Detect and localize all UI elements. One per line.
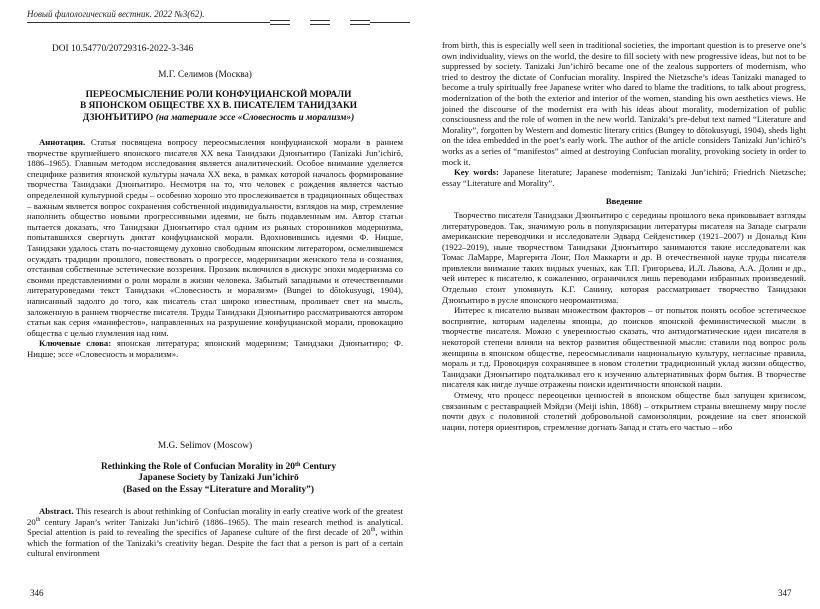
keywords-en bbox=[442, 167, 806, 188]
title-ru-last: ДЗЮНЪИТИРО bbox=[82, 112, 154, 123]
title-ru bbox=[27, 90, 410, 124]
section-heading: Введение bbox=[605, 196, 643, 207]
title-en-line-3: (Based on the Essay “Literature and Morality”) bbox=[123, 484, 314, 495]
abstract-en: Abstract. This research is about rethinking of Confucian morality in early creative work of the greatest 20th century Japan’s writer Tanizaki Jun’ichirō (1886–1965). The main research method is analytical. Special attention is paid to revealing the specifics of Japanese culture of the first decade of 20th, within which the formation of the Tanizaki’s creativity began. Despite the fact that a person is part of a certain cultural environment bbox=[27, 506, 404, 559]
body-paragraph-1: Творчество писателя Танидзаки Дзюнъитиро с середины прошлого века приковывает взгляды литературоведов. Так, значимую роль в популяризации литературы писателя на Западе сыграли американские переводчики и исследователи Эдвард Сейденстикер (1921–2007) и Дональд Кин (1922–2019), ныне творчеством Танидзаки Дзюнъитиро занимаются такие исследователи как Томас ЛаМарре, Маргерита Лонг, Пол Маккарти и др. В отечественной науке труды писателя привлекли внимание таких видных ученых, как Т.П. Григорьева, И.Л. Львова, А.А. Долин и др., чей интерес к писателю, к сожалению, ограничился лишь переводами избранных произведений. Отдельно стоит упомянуть К.Г. Санину, которая рассматривает творчество Танидзаки Дзюнъитиро в русле японского неоромантизма. bbox=[442, 209, 806, 305]
abstract-en-label: Abstract. bbox=[39, 506, 74, 516]
keywords-en-label: Key words: bbox=[454, 167, 499, 178]
abstract-ru bbox=[27, 137, 403, 338]
right-page bbox=[410, 0, 820, 609]
abstract-ru-label: Аннотация. bbox=[39, 137, 86, 147]
body-paragraph-3: Отмечу, что процесс переоценки ценностей в японском обществе был запущен кризисом, связанным с реставрацией Мэйдзи (Meiji ishin, 1868) – открытием страны внешнему миру после почти двух с половиной столетий добровольной самоизоляции, рождение на свет японской нации, потеря ориентиров, стремление догнать Запад и стать его частью – ибо bbox=[442, 390, 806, 432]
page-number-left: 346 bbox=[30, 588, 44, 598]
title-en bbox=[27, 462, 410, 496]
header-ornament bbox=[270, 19, 370, 24]
abstract-ru-block bbox=[27, 137, 403, 359]
page-number-right: 347 bbox=[778, 588, 792, 598]
abstract-ru-text: Статья посвящена вопросу переосмысления конфуцианской морали в раннем творчестве крупнейшего японского писателя XX века Танидзаки Дзюнъитиро (Tanizaki Jun’ichirō, 1886–1965). Главным методом исследования является аналитический. Особое внимание уделяется специфике развития японской культуры начала XX века, в рамках которой началось формирование творчества Танидзаки Дзюнъитиро. Несмотря на то, что человек с рождения является частью определенной культурной среды – особенно хорошо это прослеживается в традиционных обществах – важным является вопрос сохранения собственной индивидуальности, взглядов на мир, стремление наполнить общество новыми прогрессивными идеями, не быть подавленным им. Автор статьи пытается доказать, что Танидзаки Дзюнъитиро стал одним из рьяных сторонников модернизма, попытавшихся свергнуть диктат конфуцианской морали. Вдохновившись идеями Ф. Ницше, Танидзаки удалось стать по-настоящему духовно свободным японским литератором, осмелившемся осуждать традиции прошлого, повествовать о прогрессе, модернизации женского тела и сознания, отстаивая собственные эстетические воззрения. Прозаик включился в дискурс эпохи модернизма со своими представлениями о роли морали в жизни человека. Забытый западными и отечественными литературоведами текст Танидзаки «Словесность и морализм» (Bungei to dōtokusyugi, 1904), написанный задолго до того, как писатель стал широко известным, проливает свет на мысль, заложенную в раннем творчестве писателя. Труды Танидзаки Дзюнъитиро рассматриваются автором статьи как серия «манифестов», направленных на разрушение конфуцианской морали, провокацию общества с целью глумления над ним. bbox=[27, 137, 404, 338]
keywords-ru bbox=[27, 338, 403, 359]
body-paragraph-2: Интерес к писателю вызван множеством факторов – от попыток понять особое эстетическое восприятие, которым наделены японцы, до поисков японской феминистической мысли в творчестве писателя. Можно с уверенностью сказать, что антидогматические идеи писателя в некоторой степени влияли на вектор развития общественной мысли: ставили под вопрос роль женщины в японском обществе, переосмысливали национальную культуру, негласные правила, мораль и т.д. Провоцируя сохранявшее в новом столетии традиционный уклад жизни общество, Танидзаки Дзюнъитиро подталкивал его к изучению альтернативных форм бытия. В творчестве писателя как нигде лучше отражены поиски идентичности японской нации. bbox=[442, 305, 806, 390]
right-column bbox=[442, 40, 806, 432]
author-en: M.G. Selimov (Moscow) bbox=[157, 441, 253, 451]
keywords-en-text: Japanese literature; Japanese modernism; Tanizaki Jun’ichirō; Friedrich Nietzsche; essay “Literature and Morality”. bbox=[442, 167, 806, 188]
keywords-ru-text: японская литература; японский модернизм; Танидзаки Дзюнъитиро; Ф. Ницше; эссе «Словесность и морализм». bbox=[27, 338, 404, 359]
author-ru: М.Г. Селимов (Москва) bbox=[158, 70, 252, 80]
title-ru-subtitle: (на материале эссе «Словесность и морализм») bbox=[155, 112, 355, 123]
keywords-ru-label: Ключевые слова: bbox=[39, 338, 112, 349]
title-ru-line-3 bbox=[27, 113, 410, 124]
title-ru-line-2: В ЯПОНСКОМ ОБЩЕСТВЕ XX В. ПИСАТЕЛЕМ ТАНИДЗАКИ bbox=[79, 101, 358, 112]
doi: DOI 10.54770/20729316-2022-3-346 bbox=[52, 44, 194, 54]
journal-header: Новый филологический вестник. 2022 №3(62). bbox=[27, 9, 205, 19]
title-en-line-2: Japanese Society by Tanizaki Jun’ichirō bbox=[138, 473, 299, 484]
title-ru-line-1: ПЕРЕОСМЫСЛЕНИЕ РОЛИ КОНФУЦИАНСКОЙ МОРАЛИ bbox=[85, 90, 352, 100]
abstract-en-continued: from birth, this is especially well seen in traditional societies, the important question is to preserve one’s own individuality, views on the world, the desire to fill society with new progressive ideas, but not to be suppressed by society. Tanizaki Jun’ichirō became one of the zealous supporters of modernism, who tried to destroy the dictate of Confucian morality. Inspired the Nietzsche’s ideas Tanizaki managed to become a truly spiritually free Japanese writer who dared to blame the traditions, to talk about progress, modernization of the both the exterior and interior of the women, standing his own aesthetics views. He joined the discourse of the modernist era with his ideas about morality, modernization of public consciousness and the role of women in the new world. Tanizaki’s pre-debut text named “Literature and Morality”, forgotten by Western and domestic literary critics (Bungey to dōtokusyugi, 1904), sheds light on the idea embedded in the poet’s early work. The author of the article considers Tanizaki Jun’ichirō’s works as a series of “manifestos” aimed at destroying Confucian morality, provoking society in order to mock it. bbox=[442, 40, 806, 167]
title-en-line-1: Rethinking the Role of Confucian Morality in 20th Century bbox=[100, 462, 337, 472]
abstract-en-block bbox=[27, 506, 403, 559]
